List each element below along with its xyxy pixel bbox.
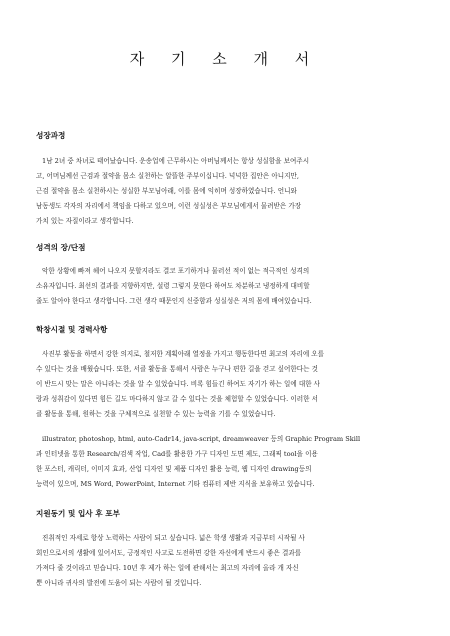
paragraph-line: 가져다 줄 것이라고 믿습니다. 10년 후 제가 하는 일에 관해서는 최고의 자리에 올라 개 자신: [36, 564, 299, 572]
paragraph-line: 회인으로서의 생활에 있어서도, 긍정적인 사고로 도전하면 강한 자신에게 반드시 좋은 결과를: [36, 549, 302, 557]
paragraph-line: 1남 2녀 중 차녀로 태어났습니다. 운송업에 근무하시는 아버님께서는 항상 성실함을 보여주시: [42, 157, 310, 165]
paragraph-line: 클 활동을 통해, 원하는 것을 구체적으로 실천할 수 있는 능력을 기를 수 있었습니다.: [36, 410, 276, 418]
paragraph-line: 과 인터넷을 통한 Research/검색 작업, Cad를 활용한 가구 디자인 도면 제도, 그래픽 tool을 이용: [36, 450, 318, 458]
paragraph-line: 고, 어머님께선 근검과 절약을 몸소 실천하는 알뜰한 주부이십니다. 넉넉한 집안은 아니지만,: [36, 172, 299, 180]
paragraph-line: 랑과 성취감이 있다면 힘든 길도 마다하지 않고 갈 수 있다는 것을 체험할 수 있었습니다. 이러한 서: [36, 395, 318, 403]
section-paragraph: [36, 264, 414, 309]
section-paragraph: [36, 347, 414, 422]
paragraph-line: 진취적인 자세로 항상 노력하는 사람이 되고 싶습니다. 넓은 학생 생활과 지금부터 시작될 사: [42, 534, 305, 542]
section-heading-motivation: 지원동기 및 입사 후 포부: [36, 509, 120, 518]
section-paragraph: [36, 432, 414, 492]
paragraph-line: 근검 절약을 몸소 실천하시는 성실한 부모님아래, 이를 몸에 익히며 성장하였습니다. 언니와: [36, 187, 297, 195]
section-heading-school-career: 학창시절 및 경력사항: [36, 325, 108, 334]
document-title: 자 기 소 개 서: [129, 50, 321, 68]
paragraph-line: 가치 있는 자질이라고 생각합니다.: [36, 217, 134, 225]
paragraph-line: 뿐 아니라 귀사의 발전에 도움이 되는 사람이 될 것입니다.: [36, 579, 202, 587]
paragraph-line: 소유자입니다. 최선의 결과를 지향하지만, 설령 그렇지 못한다 하여도 차분하고 냉정하게 대비할: [36, 282, 310, 290]
paragraph-line: 이 반드시 맞는 말은 아니라는 것을 알 수 있었습니다. 비록 힘들긴 하여도 자기가 하는 일에 대한 사: [36, 380, 321, 388]
section-heading-personality: 성격의 장/단점: [36, 243, 86, 252]
paragraph-line: 한 포스터, 캐릭터, 이미지 효과, 산업 디자인 및 제품 디자인 활용 능력, 웹 디자인 drawing등의: [36, 465, 312, 473]
paragraph-line: 능력이 있으며, MS Word, PowerPoint, Internet 기타 컴퓨터 제반 지식을 보유하고 있습니다.: [36, 480, 315, 488]
paragraph-line: 악한 상황에 빠져 헤어 나오지 못할지라도 결코 포기하거나 물러선 적이 없는 적극적인 성격의: [42, 267, 310, 275]
section-heading-growth: 성장과정: [36, 131, 66, 140]
paragraph-line: 줄도 알아야 한다고 생각합니다. 그런 생각 때문인지 신중함과 성실성은 저의 몸에 배여있습니다.: [36, 297, 312, 305]
paragraph-line: 남동생도 각자의 자리에서 책임을 다하고 있으며, 이런 성실성은 부모님에게서 물려받은 가장: [36, 202, 302, 210]
paragraph-line: 수 있다는 것을 배웠습니다. 또한, 서클 활동을 통해서 사람은 누구나 편한 길을 걷고 싶어한다는 것: [36, 365, 318, 373]
section-paragraph: [36, 531, 414, 591]
paragraph-line: illustrator, photoshop, html, auto-Cadr14, java-script, dreamweaver 등의 Graphic Program Skill: [42, 435, 361, 443]
paragraph-line: 사진부 활동을 하면서 강한 의지로, 철저한 계획아래 열정을 가지고 행동한다면 최고의 자리에 오를: [42, 350, 325, 358]
section-paragraph: [36, 154, 414, 229]
